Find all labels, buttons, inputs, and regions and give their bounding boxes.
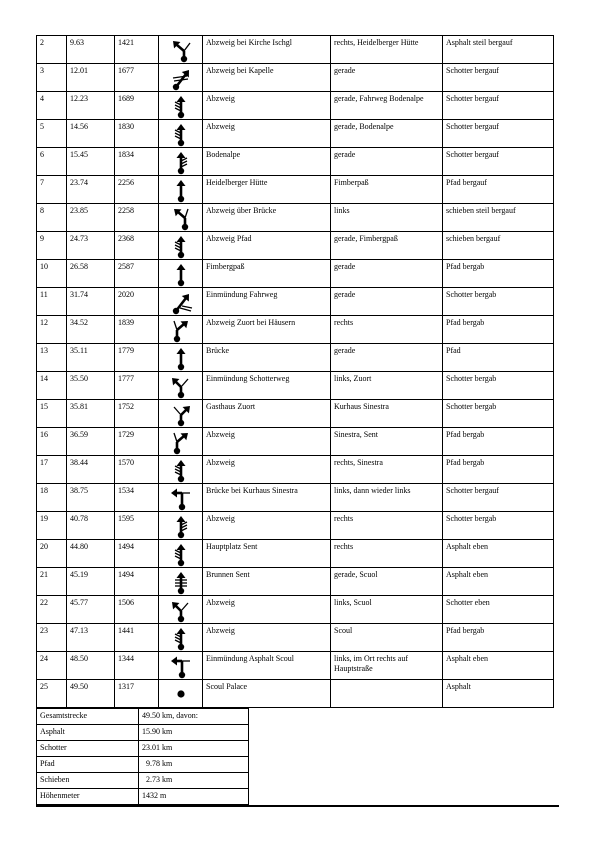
direction-text: links [331,204,443,232]
table-row [37,120,554,148]
altitude-m: 1689 [115,92,159,120]
waypoint-number: 18 [37,484,67,512]
waypoint-name: Einmündung Asphalt Scoul [203,652,331,680]
waypoint-name: Abzweig [203,512,331,540]
surface-text: Schotter bergab [443,512,554,540]
straight-arrow-icon [168,261,194,287]
direction-icon-cell [159,484,203,512]
surface-text: Schotter bergauf [443,92,554,120]
table-row [37,372,554,400]
table-row [37,344,554,372]
altitude-m: 1834 [115,148,159,176]
table-row [37,232,554,260]
direction-icon-cell [159,512,203,540]
table-row [37,568,554,596]
waypoint-name: Abzweig [203,596,331,624]
altitude-m: 1534 [115,484,159,512]
surface-text: Schotter bergauf [443,484,554,512]
direction-text: gerade, Scuol [331,568,443,596]
direction-text: gerade, Fahrweg Bodenalpe [331,92,443,120]
direction-text: links, Scuol [331,596,443,624]
waypoint-number: 5 [37,120,67,148]
surface-text: Pfad [443,344,554,372]
waypoint-number: 24 [37,652,67,680]
altitude-m: 1441 [115,624,159,652]
turn-right-icon [168,429,194,455]
waypoint-name: Brücke [203,344,331,372]
waypoint-name: Abzweig [203,456,331,484]
summary-table [36,708,249,805]
surface-text: Pfad bergab [443,316,554,344]
straight-right-branch-icon [168,513,194,539]
waypoint-number: 15 [37,400,67,428]
waypoint-name: Einmündung Schotterweg [203,372,331,400]
surface-text: schieben steil bergauf [443,204,554,232]
direction-text: links, im Ort rechts auf Hauptstraße [331,652,443,680]
waypoint-number: 22 [37,596,67,624]
direction-icon-cell [159,92,203,120]
direction-text: gerade [331,148,443,176]
waypoint-name: Abzweig Pfad [203,232,331,260]
altitude-m: 1677 [115,64,159,92]
distance-km: 35.11 [67,344,115,372]
waypoint-number: 16 [37,428,67,456]
direction-icon-cell [159,64,203,92]
altitude-m: 1595 [115,512,159,540]
distance-km: 24.73 [67,232,115,260]
surface-text: Schotter bergab [443,372,554,400]
distance-km: 14.56 [67,120,115,148]
distance-km: 31.74 [67,288,115,316]
direction-text: gerade [331,288,443,316]
fork-left-icon [168,373,194,399]
waypoint-name: Abzweig [203,428,331,456]
table-row [37,400,554,428]
waypoint-number: 3 [37,64,67,92]
altitude-m: 1344 [115,652,159,680]
altitude-m: 1506 [115,596,159,624]
waypoint-number: 20 [37,540,67,568]
waypoint-name: Abzweig [203,92,331,120]
waypoint-number: 4 [37,92,67,120]
summary-label: Asphalt [37,725,139,741]
table-row [37,512,554,540]
distance-km: 36.59 [67,428,115,456]
summary-row [37,789,249,805]
surface-text: Asphalt [443,680,554,708]
waypoint-number: 19 [37,512,67,540]
direction-icon-cell [159,568,203,596]
distance-km: 15.45 [67,148,115,176]
summary-value: 49.50 km, davon: [139,709,249,725]
altitude-m: 2020 [115,288,159,316]
direction-icon-cell [159,428,203,456]
direction-text: links, dann wieder links [331,484,443,512]
surface-text: Pfad bergab [443,428,554,456]
direction-text: Fimberpaß [331,176,443,204]
summary-value: 15.90 km [139,725,249,741]
waypoint-number: 2 [37,36,67,64]
surface-text: Asphalt eben [443,540,554,568]
altitude-m: 1421 [115,36,159,64]
altitude-m: 1317 [115,680,159,708]
surface-text: Pfad bergab [443,260,554,288]
fork-right-diagonal-icon [168,65,194,91]
waypoint-name: Bodenalpe [203,148,331,176]
altitude-m: 1839 [115,316,159,344]
waypoint-number: 9 [37,232,67,260]
waypoint-name: Heidelberger Hütte [203,176,331,204]
surface-text: Schotter bergauf [443,120,554,148]
altitude-m: 1494 [115,568,159,596]
waypoint-number: 6 [37,148,67,176]
table-row [37,92,554,120]
direction-text: Kurhaus Sinestra [331,400,443,428]
table-row [37,428,554,456]
waypoint-name: Hauptplatz Sent [203,540,331,568]
altitude-m: 1777 [115,372,159,400]
table-row [37,456,554,484]
distance-km: 38.75 [67,484,115,512]
summary-row [37,773,249,789]
waypoint-number: 17 [37,456,67,484]
direction-text: gerade, Bodenalpe [331,120,443,148]
junction-left-icon [168,37,194,63]
straight-left-branch-icon [168,457,194,483]
direction-icon-cell [159,624,203,652]
altitude-m: 1729 [115,428,159,456]
summary-row [37,725,249,741]
waypoint-name: Abzweig Zuort bei Häusern [203,316,331,344]
surface-text: Schotter bergab [443,400,554,428]
summary-row [37,741,249,757]
altitude-m: 1752 [115,400,159,428]
straight-arrow-icon [168,345,194,371]
direction-icon-cell [159,288,203,316]
summary-table-body [37,709,249,805]
direction-text: gerade, Fimbergpaß [331,232,443,260]
straight-left-branch-icon [168,121,194,147]
altitude-m: 2587 [115,260,159,288]
waypoint-number: 13 [37,344,67,372]
table-row [37,680,554,708]
distance-km: 45.77 [67,596,115,624]
surface-text: Schotter bergab [443,288,554,316]
t-junction-left-icon [168,653,194,679]
table-row [37,148,554,176]
distance-km: 48.50 [67,652,115,680]
table-row [37,596,554,624]
direction-text: rechts, Heidelberger Hütte [331,36,443,64]
merge-diagonal-icon [168,289,194,315]
summary-value: 9.78 km [139,757,249,773]
summary-row [37,757,249,773]
waypoint-name: Brücke bei Kurhaus Sinestra [203,484,331,512]
straight-left-branch-icon [168,541,194,567]
fork-right-icon [168,401,194,427]
summary-value: 1432 m [139,789,249,805]
straight-left-branch-icon [168,233,194,259]
table-row [37,624,554,652]
table-row [37,288,554,316]
table-row [37,36,554,64]
turn-left-icon [168,205,194,231]
waypoint-number: 14 [37,372,67,400]
route-table-body [37,36,554,708]
waypoint-number: 8 [37,204,67,232]
surface-text: Asphalt steil bergauf [443,36,554,64]
table-row [37,260,554,288]
altitude-m: 1779 [115,344,159,372]
direction-icon-cell [159,372,203,400]
direction-icon-cell [159,176,203,204]
distance-km: 9.63 [67,36,115,64]
surface-text: Schotter bergauf [443,148,554,176]
direction-icon-cell [159,680,203,708]
waypoint-name: Abzweig [203,624,331,652]
distance-km: 23.85 [67,204,115,232]
table-row [37,316,554,344]
distance-km: 38.44 [67,456,115,484]
waypoint-name: Abzweig bei Kapelle [203,64,331,92]
distance-km: 40.78 [67,512,115,540]
summary-value: 23.01 km [139,741,249,757]
waypoint-name: Brunnen Sent [203,568,331,596]
waypoint-number: 21 [37,568,67,596]
summary-value: 2.73 km [139,773,249,789]
waypoint-name: Scoul Palace [203,680,331,708]
waypoint-name: Abzweig [203,120,331,148]
surface-text: schieben bergauf [443,232,554,260]
turn-right-icon [168,317,194,343]
table-row [37,204,554,232]
altitude-m: 2368 [115,232,159,260]
straight-left-branch-icon [168,625,194,651]
direction-icon-cell [159,120,203,148]
distance-km: 45.19 [67,568,115,596]
straight-arrow-icon [168,177,194,203]
direction-icon-cell [159,652,203,680]
direction-text: gerade [331,344,443,372]
straight-left-branch-icon [168,93,194,119]
waypoint-number: 10 [37,260,67,288]
waypoint-name: Fimbergpaß [203,260,331,288]
altitude-m: 1494 [115,540,159,568]
waypoint-name: Einmündung Fahrweg [203,288,331,316]
surface-text: Schotter eben [443,596,554,624]
direction-icon-cell [159,316,203,344]
table-row [37,176,554,204]
footer-rule [36,805,559,807]
distance-km: 47.13 [67,624,115,652]
distance-km: 49.50 [67,680,115,708]
distance-km: 12.23 [67,92,115,120]
direction-icon-cell [159,456,203,484]
surface-text: Asphalt eben [443,652,554,680]
waypoint-number: 7 [37,176,67,204]
altitude-m: 1570 [115,456,159,484]
route-table [36,35,554,708]
direction-icon-cell [159,36,203,64]
table-row [37,540,554,568]
altitude-m: 2256 [115,176,159,204]
table-row [37,484,554,512]
table-row [37,64,554,92]
distance-km: 26.58 [67,260,115,288]
table-row [37,652,554,680]
distance-km: 34.52 [67,316,115,344]
crossroads-icon [168,569,194,595]
direction-icon-cell [159,540,203,568]
direction-icon-cell [159,344,203,372]
surface-text: Pfad bergauf [443,176,554,204]
fork-left-icon [168,597,194,623]
altitude-m: 1830 [115,120,159,148]
direction-icon-cell [159,148,203,176]
direction-text: Scoul [331,624,443,652]
destination-dot-icon [168,681,194,707]
waypoint-number: 11 [37,288,67,316]
direction-text: rechts [331,540,443,568]
distance-km: 35.50 [67,372,115,400]
waypoint-number: 25 [37,680,67,708]
direction-text: links, Zuort [331,372,443,400]
direction-text: rechts [331,316,443,344]
altitude-m: 2258 [115,204,159,232]
distance-km: 12.01 [67,64,115,92]
surface-text: Pfad bergab [443,624,554,652]
waypoint-name: Abzweig über Brücke [203,204,331,232]
direction-text: gerade [331,64,443,92]
surface-text: Pfad bergab [443,456,554,484]
distance-km: 35.81 [67,400,115,428]
direction-icon-cell [159,204,203,232]
surface-text: Asphalt eben [443,568,554,596]
direction-text [331,680,443,708]
surface-text: Schotter bergauf [443,64,554,92]
distance-km: 23.74 [67,176,115,204]
waypoint-number: 12 [37,316,67,344]
straight-right-branch-icon [168,149,194,175]
direction-icon-cell [159,400,203,428]
direction-icon-cell [159,596,203,624]
summary-label: Pfad [37,757,139,773]
direction-text: Sinestra, Sent [331,428,443,456]
direction-text: gerade [331,260,443,288]
direction-icon-cell [159,232,203,260]
direction-icon-cell [159,260,203,288]
summary-label: Höhenmeter [37,789,139,805]
summary-label: Schotter [37,741,139,757]
summary-row [37,709,249,725]
waypoint-name: Abzweig bei Kirche Ischgl [203,36,331,64]
distance-km: 44.80 [67,540,115,568]
summary-label: Gesamtstrecke [37,709,139,725]
waypoint-number: 23 [37,624,67,652]
t-junction-left-icon [168,485,194,511]
waypoint-name: Gasthaus Zuort [203,400,331,428]
summary-label: Schieben [37,773,139,789]
direction-text: rechts, Sinestra [331,456,443,484]
direction-text: rechts [331,512,443,540]
